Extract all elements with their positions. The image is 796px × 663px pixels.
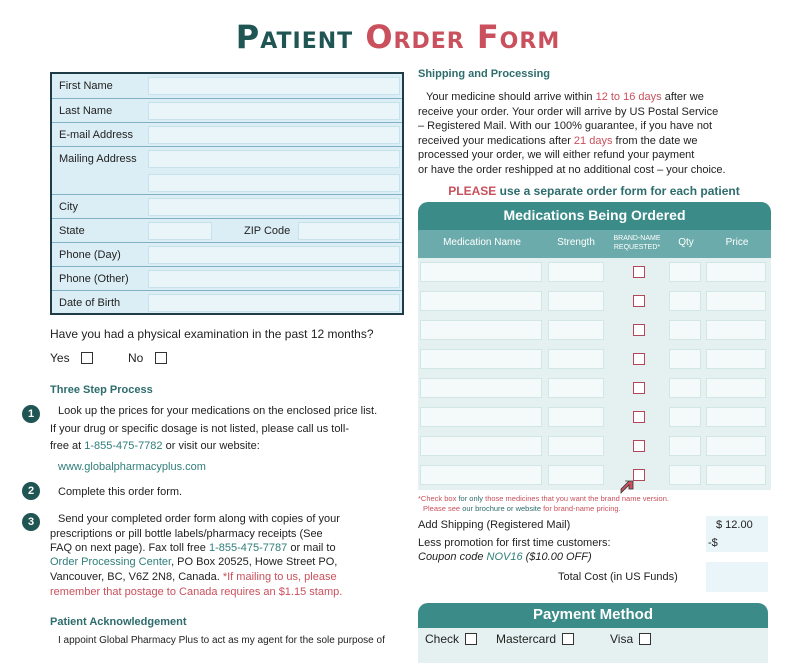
pay-check-checkbox[interactable]	[465, 633, 477, 645]
brand-checkbox[interactable]	[633, 411, 645, 423]
exam-yes-label: Yes	[50, 351, 70, 365]
stamp-note: remember that postage to Canada requires an $1.15 stamp.	[50, 586, 343, 598]
strength-field[interactable]	[548, 465, 604, 485]
mailing-field-2[interactable]	[148, 174, 400, 192]
qty-field[interactable]	[669, 465, 701, 485]
shipping-l4c: from the date we	[612, 134, 698, 147]
pointer-arrow-icon	[619, 479, 635, 495]
shipping-line-4	[418, 134, 770, 149]
step-1-text-2: or visit our website:	[162, 440, 260, 452]
note-l1b: for only	[458, 494, 486, 503]
strength-field[interactable]	[548, 349, 604, 369]
step-1-line-1: Look up the prices for your medications on the enclosed price list.	[58, 405, 378, 417]
coupon-line	[418, 551, 592, 563]
shipping-heading: Shipping and Processing	[418, 68, 551, 80]
state-field[interactable]	[148, 222, 212, 240]
shipping-l1c: after we	[661, 91, 704, 103]
medication-name-field[interactable]	[420, 465, 542, 485]
medication-row	[418, 461, 771, 490]
step-3-text-2: or mail to	[287, 542, 336, 554]
last-name-field[interactable]	[148, 102, 400, 120]
please-word: PLEASE	[448, 184, 497, 198]
exam-yes-checkbox[interactable]	[81, 352, 93, 364]
medication-name-field[interactable]	[420, 291, 542, 311]
shipping-text	[418, 90, 770, 178]
exam-yes	[50, 351, 93, 365]
price-field[interactable]	[706, 349, 766, 369]
mailing-label: Mailing Address	[59, 153, 137, 165]
please-rest: use a separate order form for each patient	[496, 184, 740, 198]
coupon-code: NOV16	[486, 551, 523, 563]
strength-field[interactable]	[548, 320, 604, 340]
pay-mastercard-checkbox[interactable]	[562, 633, 574, 645]
step-1-line-3	[50, 439, 404, 454]
brand-note	[418, 494, 669, 514]
pay-check-label: Check	[425, 632, 460, 646]
col-qty: Qty	[678, 237, 694, 248]
strength-field[interactable]	[548, 436, 604, 456]
col-strength: Strength	[557, 237, 595, 248]
shipping-l4a: received your medications after	[418, 134, 574, 147]
phone-other-label: Phone (Other)	[59, 273, 129, 285]
dob-row	[52, 290, 402, 314]
payment-heading: Payment Method	[418, 603, 768, 628]
price-field[interactable]	[706, 262, 766, 282]
title-part1: Patient	[235, 18, 354, 56]
medication-row	[418, 432, 771, 461]
shipping-line-5: processed your order, we will either refund your payment	[418, 149, 695, 162]
total-box[interactable]	[706, 562, 768, 592]
step-3-line-3	[50, 541, 402, 556]
qty-field[interactable]	[669, 378, 701, 398]
first-name-label: First Name	[59, 80, 113, 92]
patient-info-box	[50, 72, 404, 315]
city-field[interactable]	[148, 198, 400, 216]
medication-row	[418, 345, 771, 374]
medications-heading: Medications Being Ordered	[418, 202, 771, 230]
order-center: Order Processing Center	[50, 556, 172, 568]
medication-row	[418, 403, 771, 432]
note-l2b: our brochure or website	[462, 504, 544, 513]
step-3-address: , PO Box 20525, Howe Street PO,	[171, 556, 338, 568]
add-shipping-label: Add Shipping (Registered Mail)	[418, 519, 571, 531]
note-l2c: for brand-name pricing.	[543, 504, 621, 513]
medication-row	[418, 287, 771, 316]
coupon-off: ($10.00 OFF)	[522, 551, 592, 563]
strength-field[interactable]	[548, 291, 604, 311]
step-2-badge: 2	[22, 482, 40, 500]
shipping-l1a: Your medicine should arrive within	[426, 91, 596, 103]
phone-other-row	[52, 266, 402, 290]
phone-day-label: Phone (Day)	[59, 249, 121, 261]
step-3-line-2: prescriptions or pill bottle labels/pharmacy receipts (See	[50, 528, 323, 540]
medication-name-field[interactable]	[420, 262, 542, 282]
step-3-line-1: Send your completed order form along with copies of your	[58, 513, 340, 525]
step-3-line-4	[50, 555, 402, 570]
price-field[interactable]	[706, 291, 766, 311]
price-field[interactable]	[706, 465, 766, 485]
price-field[interactable]	[706, 407, 766, 427]
step-3-fax[interactable]: 1-855-475-7787	[208, 542, 288, 554]
dob-field[interactable]	[148, 294, 400, 312]
state-label: State	[59, 225, 85, 237]
total-label: Total Cost (in US Funds)	[558, 571, 678, 583]
separate-form-note	[418, 184, 770, 198]
step-1-line-2: If your drug or specific dosage is not listed, please call us toll-	[50, 423, 349, 435]
brand-checkbox[interactable]	[633, 266, 645, 278]
step-3-line-5	[50, 570, 402, 585]
shipping-line-3: – Registered Mail. With our 100% guarantee, if you have not	[418, 120, 713, 133]
strength-field[interactable]	[548, 262, 604, 282]
city-row	[52, 194, 402, 218]
shipping-amount: $ 12.00	[716, 519, 753, 531]
medication-row	[418, 316, 771, 345]
last-name-label: Last Name	[59, 105, 113, 117]
col-brand-requested: BRAND-NAME REQUESTED*	[613, 235, 661, 251]
exam-question: Have you had a physical examination in the past 12 months?	[50, 327, 374, 341]
brand-checkbox[interactable]	[633, 353, 645, 365]
dob-label: Date of Birth	[59, 297, 121, 309]
email-label: E-mail Address	[59, 129, 133, 141]
step-1-phone[interactable]: 1-855-475-7782	[84, 440, 163, 452]
coupon-label: Coupon code	[418, 551, 487, 563]
promo-amount: -$	[708, 537, 718, 549]
note-l1c: those medicines that you want the brand name version.	[485, 494, 669, 503]
qty-field[interactable]	[669, 320, 701, 340]
zip-field[interactable]	[298, 222, 400, 240]
medication-name-field[interactable]	[420, 320, 542, 340]
step-1-text: free at	[50, 440, 85, 452]
phone-day-field[interactable]	[148, 246, 400, 264]
website-link[interactable]: www.globalpharmacyplus.com	[58, 461, 206, 473]
price-field[interactable]	[706, 320, 766, 340]
exam-no	[128, 351, 167, 365]
pay-check	[425, 632, 477, 646]
col-medication-name: Medication Name	[443, 237, 521, 248]
mailing-row	[52, 146, 402, 194]
brand-note-line-1	[418, 494, 669, 504]
page-title	[0, 18, 796, 56]
first-name-row	[52, 74, 402, 98]
title-part2: Order Form	[365, 18, 561, 56]
strength-field[interactable]	[548, 407, 604, 427]
qty-field[interactable]	[669, 262, 701, 282]
price-field[interactable]	[706, 436, 766, 456]
zip-label: ZIP Code	[244, 225, 291, 237]
first-name-field[interactable]	[148, 77, 400, 95]
medication-name-field[interactable]	[420, 378, 542, 398]
phone-other-field[interactable]	[148, 270, 400, 288]
medications-columns	[418, 230, 771, 258]
payment-options	[418, 628, 768, 663]
step-2-text: Complete this order form.	[58, 486, 183, 498]
price-field[interactable]	[706, 378, 766, 398]
email-field[interactable]	[148, 126, 400, 144]
shipping-21-days: 21 days	[573, 134, 613, 147]
pay-visa-label: Visa	[610, 632, 634, 646]
phone-day-row	[52, 242, 402, 266]
shipping-line-2: receive your order. Your order will arrive by US Postal Service	[418, 105, 719, 118]
shipping-days: 12 to 16 days	[595, 91, 662, 103]
email-row	[52, 122, 402, 146]
qty-field[interactable]	[669, 291, 701, 311]
exam-no-label: No	[128, 351, 144, 365]
medication-name-field[interactable]	[420, 436, 542, 456]
pay-visa	[610, 632, 651, 646]
strength-field[interactable]	[548, 378, 604, 398]
pay-mastercard	[496, 632, 574, 646]
city-label: City	[59, 201, 78, 213]
state-zip-row	[52, 218, 402, 242]
note-l2a: Please see	[423, 504, 463, 513]
brand-note-line-2	[418, 504, 669, 514]
note-l1a: *Check box	[418, 494, 459, 503]
medication-name-field[interactable]	[420, 407, 542, 427]
pay-mastercard-label: Mastercard	[496, 632, 557, 646]
qty-field[interactable]	[669, 349, 701, 369]
medications-body	[418, 258, 771, 490]
brand-checkbox[interactable]	[633, 440, 645, 452]
col-price: Price	[725, 237, 749, 248]
last-name-row	[52, 98, 402, 122]
pay-visa-checkbox[interactable]	[639, 633, 651, 645]
step-1-badge: 1	[22, 405, 40, 423]
steps-heading: Three Step Process	[50, 384, 153, 396]
shipping-line-1	[418, 90, 770, 105]
shipping-line-6: or have the order reshipped at no additional cost – your choice.	[418, 163, 726, 176]
ack-heading: Patient Acknowledgement	[50, 616, 187, 628]
medication-row	[418, 258, 771, 287]
ack-text: I appoint Global Pharmacy Plus to act as my agent for the sole purpose of	[58, 635, 385, 646]
qty-field[interactable]	[669, 407, 701, 427]
mailing-field-1[interactable]	[148, 150, 400, 168]
brand-checkbox[interactable]	[633, 382, 645, 394]
brand-checkbox[interactable]	[633, 324, 645, 336]
step-3-city: Vancouver, BC, V6Z 2N8, Canada.	[50, 571, 223, 583]
step-3-text: FAQ on next page). Fax toll free	[50, 542, 209, 554]
exam-no-checkbox[interactable]	[155, 352, 167, 364]
mail-note: *If mailing to us, please	[222, 571, 337, 583]
medication-name-field[interactable]	[420, 349, 542, 369]
qty-field[interactable]	[669, 436, 701, 456]
brand-checkbox[interactable]	[633, 295, 645, 307]
step-3-badge: 3	[22, 513, 40, 531]
medication-row	[418, 374, 771, 403]
promo-label: Less promotion for first time customers:	[418, 537, 611, 549]
